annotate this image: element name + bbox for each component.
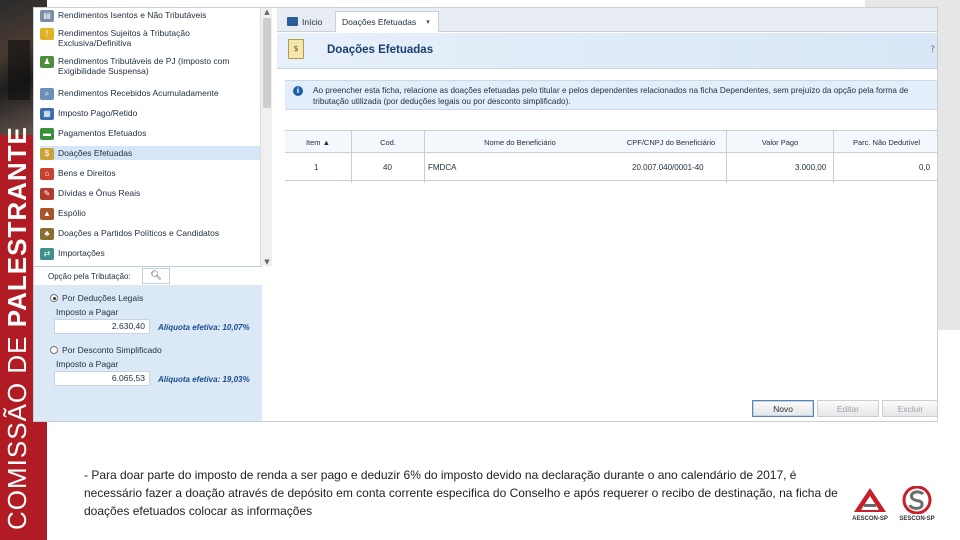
vertical-title-regular: COMISSÃO DE — [2, 327, 32, 530]
sidebar-item-label: Espólio — [58, 208, 86, 218]
tributacao-label: Opção pela Tributação: — [48, 272, 131, 281]
col-header-item[interactable]: Item ▲ — [305, 137, 331, 147]
aliquota-deducoes: Alíquota efetiva: 10,07% — [158, 323, 250, 332]
irpf-app-window — [33, 7, 938, 422]
cell-item: 1 — [314, 163, 319, 172]
sidebar-item-label: Bens e Direitos — [58, 168, 116, 178]
col-header-valor-pago[interactable]: Valor Pago — [761, 137, 799, 147]
info-icon: i — [293, 86, 303, 96]
info-box — [285, 80, 938, 110]
sidebar-item-label: Dívidas e Ônus Reais — [58, 188, 141, 198]
radio-label: Por Deduções Legais — [62, 293, 144, 303]
cell-parc-nao-dedutivel: 0,0 — [919, 163, 931, 172]
sescon-logo-text: SESCON-SP — [899, 516, 935, 522]
radio-desconto-simplificado[interactable] — [50, 345, 162, 355]
aescon-logo — [846, 486, 894, 530]
scroll-up-icon[interactable]: ▲ — [264, 8, 270, 16]
estate-icon: ▲ — [40, 208, 54, 220]
scrollbar-thumb[interactable] — [263, 18, 271, 108]
cell-cpf-cnpj: 20.007.040/0001-40 — [632, 163, 704, 172]
vertical-title — [2, 126, 33, 530]
sidebar-item-label: Doações a Partidos Políticos e Candidatos — [58, 228, 220, 238]
sidebar-item-bens-direitos[interactable] — [40, 168, 265, 180]
tributacao-search-button[interactable] — [142, 268, 170, 284]
receipt-icon: ▦ — [40, 108, 54, 120]
sidebar-item-tributacao-exclusiva[interactable] — [40, 28, 265, 48]
sidebar-item-label: Pagamentos Efetuados — [58, 128, 147, 138]
main-content — [277, 8, 938, 422]
page-header — [277, 33, 938, 69]
col-header-cod[interactable]: Cod. — [380, 137, 396, 147]
radio-selected-icon[interactable] — [50, 294, 58, 302]
chevron-down-icon[interactable]: ▾ — [426, 19, 430, 26]
tab-label: Início — [302, 16, 323, 27]
cell-valor-pago: 3.000,00 — [795, 163, 827, 172]
donations-table — [285, 130, 938, 182]
imposto-a-pagar-label: Imposto a Pagar — [56, 307, 119, 317]
imposto-simplificado-value: 6.065,53 — [54, 371, 150, 386]
delete-button[interactable]: Excluir — [882, 400, 938, 417]
tab-label: Doações Efetuadas — [342, 17, 417, 27]
table-header — [285, 131, 938, 153]
sidebar-item-label: Rendimentos Sujeitos à Tributação Exclusiva/Definitiva — [58, 28, 190, 48]
sidebar-item-label: Importações — [58, 248, 105, 258]
tab-inicio[interactable] — [281, 11, 328, 32]
table-row[interactable] — [285, 153, 938, 181]
radio-deducoes-legais[interactable] — [50, 293, 143, 303]
sidebar-item-imposto-pago[interactable] — [40, 108, 265, 120]
sescon-mark-icon — [899, 486, 935, 514]
donation-icon: $ — [40, 148, 54, 160]
sidebar-item-dividas-onus[interactable] — [40, 188, 265, 200]
sidebar-item-rendimentos-isentos[interactable] — [40, 10, 265, 22]
tributacao-header — [34, 267, 262, 285]
aliquota-simplificado: Alíquota efetiva: 19,03% — [158, 375, 250, 384]
tab-doacoes-efetuadas[interactable] — [335, 11, 439, 32]
sidebar-item-tributaveis-pj-suspensa[interactable] — [40, 56, 265, 76]
cell-nome: FMDCA — [428, 163, 457, 172]
sescon-logo — [893, 486, 941, 530]
col-header-parc-nao-dedutivel[interactable]: Parc. Não Dedutível — [852, 137, 921, 147]
sidebar-item-recebidos-acumuladamente[interactable] — [40, 88, 265, 100]
info-text: Ao preencher esta ficha, relacione as doações efetuadas pelo titular e pelos dependentes relacionados na ficha Dependentes, sem prejuízo da opção pela forma de tributação utilizada (por deduções legais ou por desconto simplificado). — [313, 86, 909, 106]
new-button[interactable]: Novo — [752, 400, 814, 417]
party-icon: ♣ — [40, 228, 54, 240]
col-header-cpf-cnpj[interactable]: CPF/CNPJ do Beneficiário — [626, 137, 716, 147]
slide-caption: - Para doar parte do imposto de renda a ser pago e deduzir 6% do imposto devido na declaração durante o ano calendário de 2017, é necessário fazer a doação através de depósito em conta corrente especifica do Conselho e após requerer o recibo de destinação, na ficha de doações efetuados colocar as informações — [84, 468, 838, 518]
sidebar-nav — [34, 8, 272, 266]
import-icon: ⇄ — [40, 248, 54, 260]
house-icon: ⌂ — [40, 168, 54, 180]
sidebar-scrollbar[interactable] — [260, 8, 272, 266]
imposto-deducoes-value: 2.630,40 — [54, 319, 150, 334]
sidebar-item-label: Rendimentos Isentos e Não Tributáveis — [58, 10, 207, 20]
edit-button[interactable]: Editar — [817, 400, 879, 417]
sidebar-item-doacoes-efetuadas[interactable] — [40, 146, 265, 160]
vertical-title-bold: PALESTRANTE — [2, 126, 32, 328]
cell-cod: 40 — [383, 163, 392, 172]
sidebar-item-doacoes-partidos[interactable] — [40, 228, 265, 240]
tabs-bar — [277, 8, 938, 32]
sidebar-item-label: Imposto Pago/Retido — [58, 108, 138, 118]
radio-unselected-icon[interactable] — [50, 346, 58, 354]
people-icon: ♟ — [40, 56, 54, 68]
sidebar-item-label: Doações Efetuadas — [58, 148, 133, 158]
tributacao-panel — [34, 266, 262, 422]
aescon-mark-icon — [852, 486, 888, 514]
sidebar-item-importacoes[interactable] — [40, 248, 265, 260]
warning-icon: ! — [40, 28, 54, 40]
donation-document-icon: $ — [288, 39, 304, 59]
search-doc-icon: ⌕ — [40, 88, 54, 100]
aescon-logo-text: AESCON-SP — [852, 516, 888, 522]
sidebar-item-espolio[interactable] — [40, 208, 265, 220]
document-icon: ▤ — [40, 10, 54, 22]
sidebar-item-label: Rendimentos Recebidos Acumuladamente — [58, 88, 219, 98]
col-header-nome[interactable]: Nome do Beneficiário — [484, 137, 556, 147]
help-icon[interactable]: ? — [930, 45, 935, 55]
debt-icon: ✎ — [40, 188, 54, 200]
scroll-down-icon[interactable]: ▼ — [264, 258, 270, 266]
search-icon: 🔍︎ — [150, 271, 162, 281]
card-icon: ▬ — [40, 128, 54, 140]
imposto-a-pagar-label: Imposto a Pagar — [56, 359, 119, 369]
sidebar-item-pagamentos-efetuados[interactable] — [40, 128, 265, 140]
home-icon — [287, 17, 298, 26]
sidebar-item-label: Rendimentos Tributáveis de PJ (Imposto com Exigibilidade Suspensa) — [58, 56, 230, 76]
radio-label: Por Desconto Simplificado — [62, 345, 162, 355]
page-title: Doações Efetuadas — [327, 44, 434, 56]
